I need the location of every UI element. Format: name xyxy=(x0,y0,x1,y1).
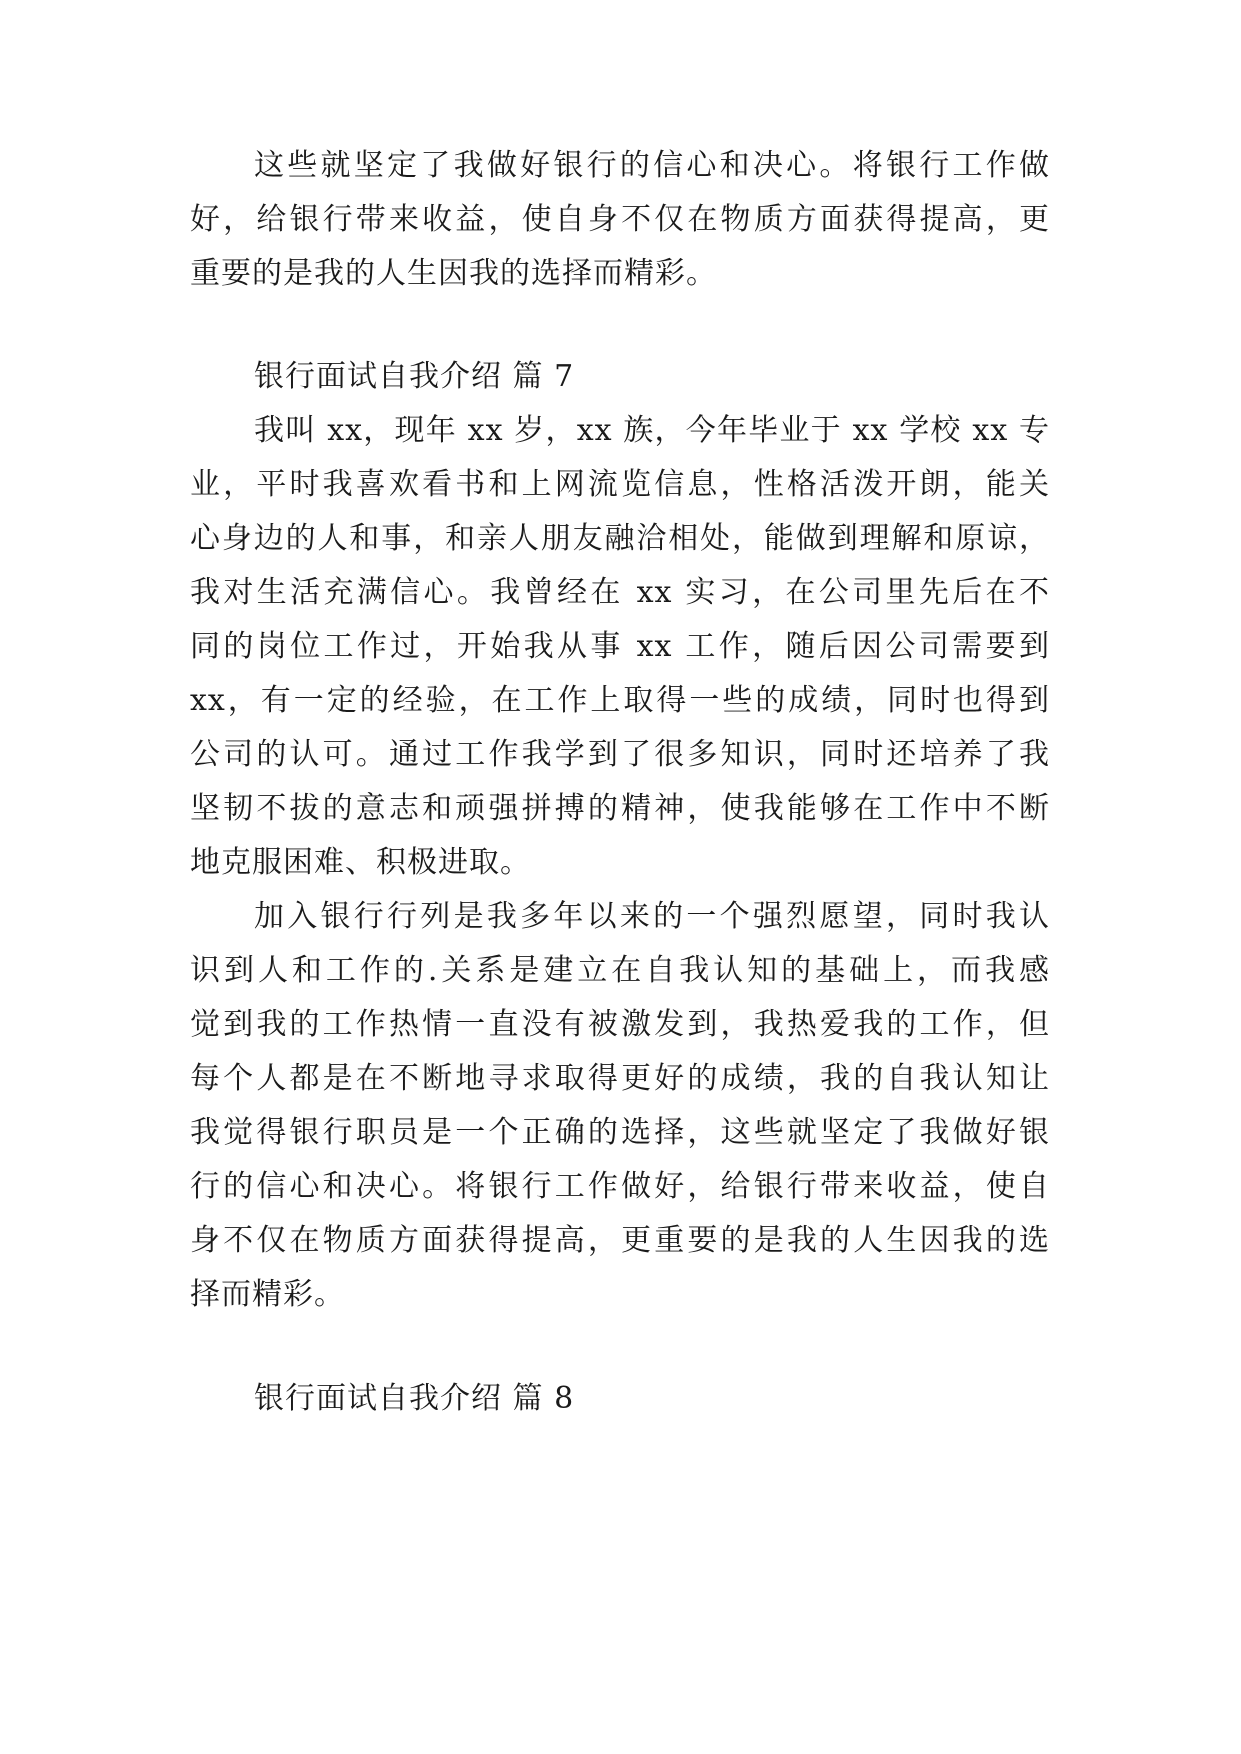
paragraph-line: 每个人都是在不断地寻求取得更好的成绩，我的自我认知让 xyxy=(190,1061,1050,1096)
paragraph-line: xx，有一定的经验，在工作上取得一些的成绩，同时也得到 xyxy=(190,683,1050,718)
section-heading-7: 银行面试自我介绍 篇 7 xyxy=(254,359,575,394)
paragraph-line: 身不仅在物质方面获得提高，更重要的是我的人生因我的选 xyxy=(190,1223,1050,1258)
paragraph-line: 坚韧不拔的意志和顽强拼搏的精神，使我能够在工作中不断 xyxy=(190,791,1050,826)
paragraph-line: 觉到我的工作热情一直没有被激发到，我热爱我的工作，但 xyxy=(190,1007,1050,1042)
section-heading-8: 银行面试自我介绍 篇 8 xyxy=(254,1381,575,1416)
paragraph-line: 我叫 xx，现年 xx 岁，xx 族，今年毕业于 xx 学校 xx 专 xyxy=(254,413,1050,448)
paragraph-line: 我觉得银行职员是一个正确的选择，这些就坚定了我做好银 xyxy=(190,1115,1050,1150)
paragraph-line: 公司的认可。通过工作我学到了很多知识，同时还培养了我 xyxy=(190,737,1050,772)
paragraph-line: 行的信心和决心。将银行工作做好，给银行带来收益，使自 xyxy=(190,1169,1050,1204)
paragraph-line: 加入银行行列是我多年以来的一个强烈愿望，同时我认 xyxy=(254,899,1050,934)
paragraph-line: 好，给银行带来收益，使自身不仅在物质方面获得提高，更 xyxy=(190,202,1050,237)
paragraph-line: 识到人和工作的.关系是建立在自我认知的基础上，而我感 xyxy=(190,953,1050,988)
paragraph-line: 这些就坚定了我做好银行的信心和决心。将银行工作做 xyxy=(254,148,1050,183)
paragraph-line: 择而精彩。 xyxy=(190,1277,345,1312)
paragraph-line: 心身边的人和事，和亲人朋友融洽相处，能做到理解和原谅， xyxy=(190,521,1050,556)
paragraph-line: 重要的是我的人生因我的选择而精彩。 xyxy=(190,256,717,291)
paragraph-line: 我对生活充满信心。我曾经在 xx 实习，在公司里先后在不 xyxy=(190,575,1050,610)
paragraph-line: 业，平时我喜欢看书和上网流览信息，性格活泼开朗，能关 xyxy=(190,467,1050,502)
paragraph-line: 地克服困难、积极进取。 xyxy=(190,845,531,880)
paragraph-line: 同的岗位工作过，开始我从事 xx 工作，随后因公司需要到 xyxy=(190,629,1050,664)
